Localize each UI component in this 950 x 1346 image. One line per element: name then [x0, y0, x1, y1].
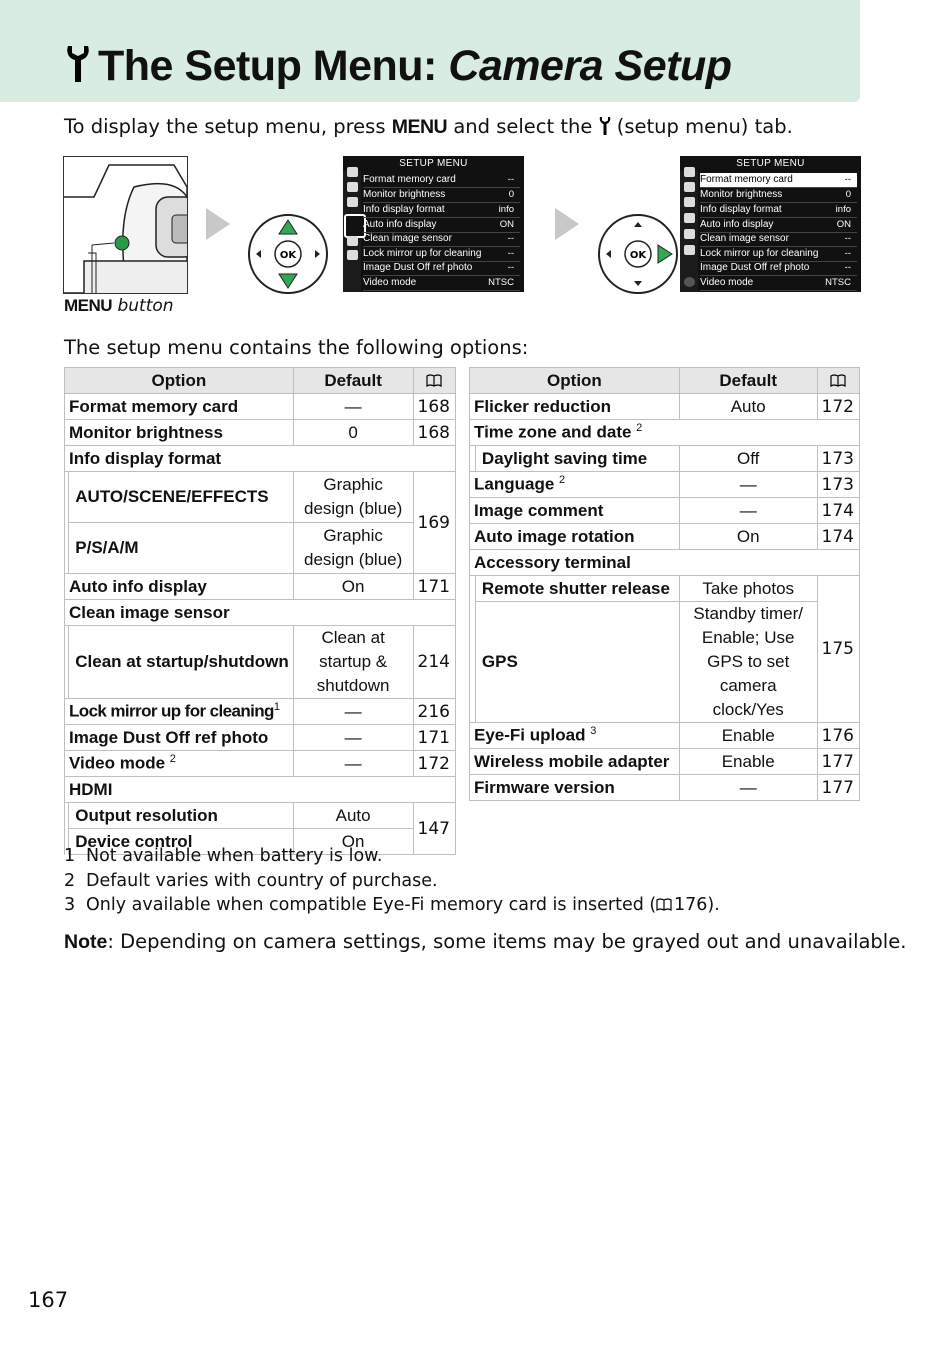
option-cell: Flicker reduction [470, 394, 680, 420]
page-cell: 216 [413, 699, 455, 725]
default-cell: Clean at startup & shutdown [293, 626, 413, 699]
option-cell: Remote shutter release [475, 576, 679, 602]
default-cell: Standby timer/ Enable; Use GPS to set camera clock/Yes [679, 602, 817, 723]
recent-tab-icon [347, 250, 358, 260]
option-cell: Format memory card [65, 394, 294, 420]
page-cell: 168 [413, 394, 455, 420]
table-header-row [65, 368, 456, 394]
retouch-tab-icon [347, 236, 358, 246]
caption-glyph: MENU [64, 296, 113, 315]
wrench-tab-icon [684, 213, 695, 223]
caption-text: button [112, 296, 174, 316]
row-value: info [835, 204, 851, 215]
row-value: -- [507, 174, 514, 185]
option-cell: Device control [69, 829, 293, 855]
setup-menu-screen-1 [343, 156, 524, 292]
screen-row [700, 188, 857, 203]
row-label: Info display format [700, 204, 782, 215]
option-text: Time zone and date [474, 422, 637, 442]
wrench-icon [64, 44, 92, 84]
footnote [64, 869, 720, 894]
row-value: -- [844, 248, 851, 259]
default-cell: Graphic design (blue) [293, 472, 413, 523]
screen-row [363, 261, 520, 276]
table-group-row [65, 446, 456, 472]
page-title [64, 40, 732, 92]
footnote-ref: 2 [559, 474, 566, 487]
table-row [65, 472, 456, 523]
default-cell: On [293, 829, 413, 855]
default-cell: Auto [293, 803, 413, 829]
default-cell: — [293, 725, 413, 751]
default-cell: On [293, 574, 413, 600]
default-cell: Off [679, 446, 817, 472]
menu-button-caption [64, 296, 174, 316]
footnote-number: 3 [64, 895, 76, 915]
help-icon [684, 277, 695, 287]
row-value: NTSC [825, 277, 851, 288]
table-row [65, 751, 456, 777]
option-text: Lock mirror up for cleaning [69, 701, 274, 721]
screen-row [700, 261, 857, 276]
row-label: Monitor brightness [363, 189, 446, 200]
table-group-row [470, 420, 860, 446]
ok-label-1: OK [279, 250, 297, 261]
footnote-text: Not available when battery is low. [86, 846, 383, 866]
default-cell: Enable [679, 749, 817, 775]
camera-illustration [63, 156, 188, 294]
row-value: -- [507, 262, 514, 273]
intro-text [64, 114, 793, 140]
screen-row [363, 276, 520, 291]
row-value: -- [844, 233, 851, 244]
title-main: The Setup Menu: [98, 42, 449, 90]
default-header: Default [679, 368, 817, 394]
table-row [65, 394, 456, 420]
row-value: ON [499, 219, 514, 230]
playback-tab-icon [684, 167, 695, 177]
option-cell: Output resolution [69, 803, 293, 829]
table-row [65, 574, 456, 600]
default-cell: Take photos [679, 576, 817, 602]
row-label: Monitor brightness [700, 189, 783, 200]
option-header: Option [470, 368, 680, 394]
page-cell: 175 [817, 576, 859, 723]
option-cell: Image Dust Off ref photo [65, 725, 294, 751]
footnotes [64, 844, 720, 918]
page-cell: 169 [413, 472, 455, 574]
screen-row [363, 173, 520, 188]
table-row [65, 803, 456, 829]
default-cell: — [293, 394, 413, 420]
option-cell: GPS [475, 602, 679, 723]
page-cell: 171 [413, 574, 455, 600]
row-label: Clean image sensor [363, 233, 452, 244]
pencil-tab-icon [347, 197, 358, 207]
option-cell: Image comment [470, 498, 680, 524]
group-cell: Accessory terminal [470, 550, 860, 576]
table-header-row [470, 368, 860, 394]
row-value: 0 [845, 189, 851, 200]
table-row [65, 725, 456, 751]
default-cell: Graphic design (blue) [293, 523, 413, 574]
option-cell: Daylight saving time [475, 446, 679, 472]
page-cell: 174 [817, 498, 859, 524]
options-table-left [64, 367, 456, 855]
table-row [65, 523, 456, 574]
page-cell: 176 [817, 723, 859, 749]
default-cell: — [293, 751, 413, 777]
group-cell [470, 420, 860, 446]
row-label: Image Dust Off ref photo [700, 262, 810, 273]
footnote-ref: 2 [169, 753, 176, 766]
pencil-tab-icon [684, 197, 695, 207]
table-group-row [65, 777, 456, 803]
screen-row [700, 232, 857, 247]
row-label: Info display format [363, 204, 445, 215]
option-cell: AUTO/SCENE/EFFECTS [69, 472, 293, 523]
table-row [470, 723, 860, 749]
footnote-text: ). [707, 895, 720, 915]
row-label: Video mode [363, 277, 417, 288]
row-value: -- [844, 262, 851, 273]
footnote-ref: 2 [636, 422, 643, 435]
row-label: Lock mirror up for cleaning [363, 248, 482, 259]
multi-selector-drawing-1 [250, 216, 326, 292]
table-row [470, 749, 860, 775]
row-label: Auto info display [700, 219, 774, 230]
default-cell: 0 [293, 420, 413, 446]
table-row [470, 394, 860, 420]
table-row [470, 602, 860, 723]
screen-row [363, 247, 520, 262]
table-row [65, 420, 456, 446]
table-row [470, 775, 860, 801]
shooting-tab-icon [684, 182, 695, 192]
default-cell: — [679, 775, 817, 801]
default-cell: — [679, 498, 817, 524]
footnote-ref: 1 [273, 701, 280, 714]
row-label: Auto info display [363, 219, 437, 230]
table-group-row [65, 600, 456, 626]
menu-glyph: MENU [391, 116, 448, 138]
intro-part1: To display the setup menu, press [64, 115, 392, 138]
screen-title: SETUP MENU [736, 158, 805, 169]
option-text: Language [474, 474, 560, 494]
page-cell: 172 [413, 751, 455, 777]
page-cell: 177 [817, 749, 859, 775]
table-row [470, 524, 860, 550]
screen-row [363, 203, 520, 218]
screen-row [363, 232, 520, 247]
page-cell: 173 [817, 446, 859, 472]
row-value: -- [507, 248, 514, 259]
note-text: : Depending on camera settings, some items may be grayed out and unavailable. [107, 930, 907, 953]
intro-part2: and select the [447, 115, 599, 138]
option-header: Option [65, 368, 294, 394]
title-italic: Camera Setup [448, 42, 732, 90]
screen-row [700, 203, 857, 218]
default-header: Default [293, 368, 413, 394]
footnote-number: 2 [64, 870, 76, 891]
page-ref-header [817, 368, 859, 394]
page-cell: 172 [817, 394, 859, 420]
book-icon [656, 898, 672, 911]
default-cell: Enable [679, 723, 817, 749]
retouch-tab-icon [684, 229, 695, 239]
option-text: Video mode [69, 753, 170, 773]
screen-row [700, 218, 857, 233]
table-row [470, 446, 860, 472]
default-cell: — [293, 699, 413, 725]
book-icon [830, 374, 846, 387]
intro-part3: (setup menu) tab. [610, 115, 793, 138]
footnote-text: Default varies with country of purchase. [86, 870, 438, 891]
setup-menu-screen-2 [680, 156, 861, 292]
screen-row [700, 247, 857, 262]
page-cell: 214 [413, 626, 455, 699]
options-table-right [469, 367, 860, 801]
footnote-text: Only available when compatible Eye-Fi memory card is inserted ( [86, 895, 657, 915]
lead-text: The setup menu contains the following options: [64, 336, 529, 359]
option-cell [65, 699, 294, 725]
default-cell: — [679, 472, 817, 498]
multi-selector-up-down [248, 214, 328, 294]
row-value: info [498, 204, 514, 215]
recent-tab-icon [684, 245, 695, 255]
arrow-icon [206, 208, 230, 240]
option-cell: Firmware version [470, 775, 680, 801]
group-cell: HDMI [65, 777, 456, 803]
playback-tab-icon [347, 167, 358, 177]
screen-row [363, 218, 520, 233]
row-value: 0 [508, 189, 514, 200]
table-row [470, 498, 860, 524]
footnote [64, 893, 720, 918]
option-cell [470, 472, 680, 498]
footnote-ref: 3 [590, 725, 597, 738]
option-cell: P/S/A/M [69, 523, 293, 574]
default-cell: Auto [679, 394, 817, 420]
default-cell: On [679, 524, 817, 550]
option-cell: Auto image rotation [470, 524, 680, 550]
page-ref-header [413, 368, 455, 394]
footnote [64, 844, 720, 869]
page-cell: 173 [817, 472, 859, 498]
shooting-tab-icon [347, 182, 358, 192]
note-paragraph [64, 930, 906, 954]
option-text: Eye-Fi upload [474, 725, 591, 745]
option-cell: Auto info display [65, 574, 294, 600]
footnote-page-ref[interactable]: 176 [674, 895, 708, 915]
row-value: NTSC [488, 277, 514, 288]
option-cell: Monitor brightness [65, 420, 294, 446]
page-cell: 168 [413, 420, 455, 446]
note-label: Note [64, 931, 108, 953]
screen-title: SETUP MENU [399, 158, 468, 169]
table-row [65, 699, 456, 725]
screen-row [700, 276, 857, 291]
row-label: Clean image sensor [700, 233, 789, 244]
book-icon [426, 374, 442, 387]
page-cell: 171 [413, 725, 455, 751]
table-group-row [470, 550, 860, 576]
option-cell [470, 723, 680, 749]
row-value: -- [507, 233, 514, 244]
page-cell: 174 [817, 524, 859, 550]
ok-label-2: OK [629, 250, 647, 261]
multi-selector-right [598, 214, 678, 294]
row-label: Lock mirror up for cleaning [700, 248, 819, 259]
arrow-icon [555, 208, 579, 240]
row-label: Format memory card [363, 174, 456, 185]
table-row [65, 626, 456, 699]
table-row [470, 576, 860, 602]
page-cell: 147 [413, 803, 455, 855]
option-cell: Clean at startup/shutdown [69, 626, 293, 699]
option-cell: Wireless mobile adapter [470, 749, 680, 775]
group-cell: Clean image sensor [65, 600, 456, 626]
row-label: Video mode [700, 277, 754, 288]
setup-tab-icon [599, 116, 611, 136]
group-cell: Info display format [65, 446, 456, 472]
option-cell [65, 751, 294, 777]
row-value: ON [836, 219, 851, 230]
multi-selector-drawing-2 [600, 216, 676, 292]
screen-row-selected [700, 173, 857, 188]
page-cell: 177 [817, 775, 859, 801]
footnote-number: 1 [64, 846, 76, 866]
camera-back-drawing [64, 157, 187, 293]
page-number: 167 [28, 1288, 69, 1312]
screen-row [363, 188, 520, 203]
table-row [470, 472, 860, 498]
row-label: Image Dust Off ref photo [363, 262, 473, 273]
row-value: -- [844, 174, 851, 185]
row-label: Format memory card [700, 174, 793, 185]
